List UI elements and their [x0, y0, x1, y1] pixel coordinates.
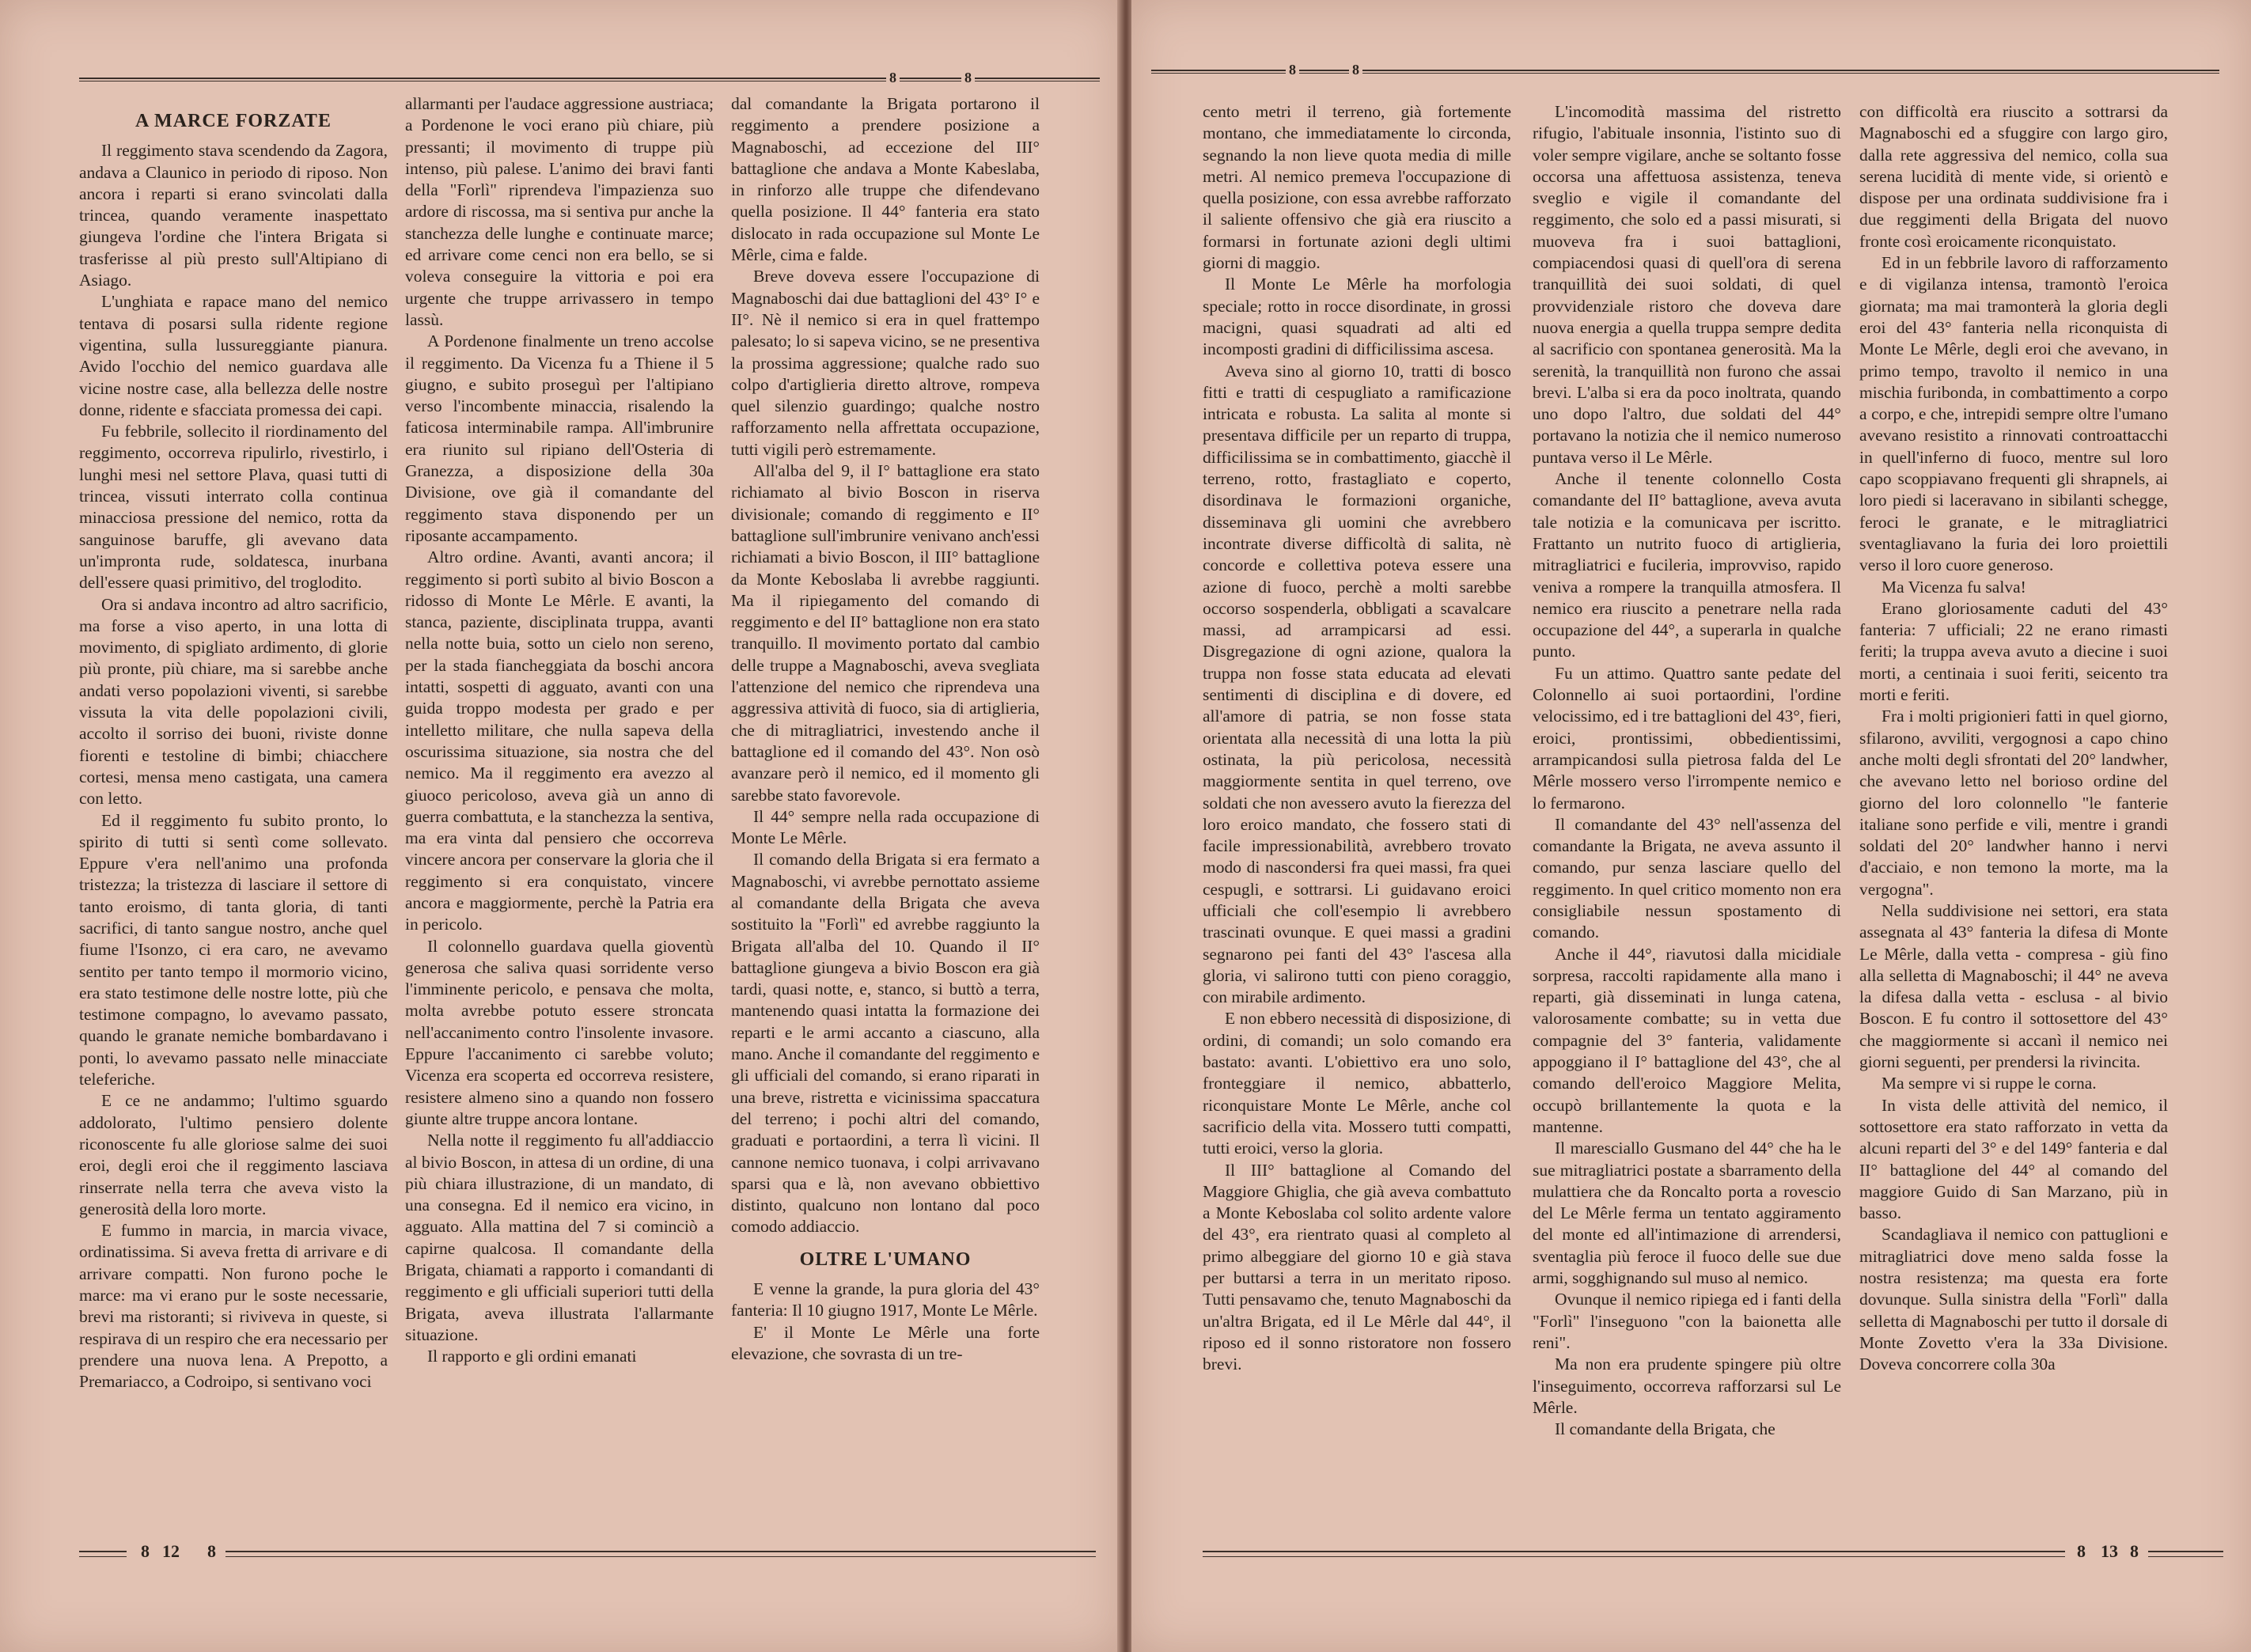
paragraph: Il colonnello guardava quella gioventù generosa che saliva quasi sorridente verso l'imminente pericolo, e pensava che molta, molta avrebbe potuto essere stroncata nell'accanimento contro l'insolente invasore. Eppure l'accanimento ci sarebbe voluto; Vicenza era scoperta ed occorreva resistere, resistere almeno sino a quando non fossero giunte altre truppe ancora lontane.	[405, 936, 714, 1128]
paragraph: Il Monte Le Mêrle ha morfologia speciale; rotto in rocce disordinate, in grossi macigni, quasi squadrati ad alti ed incomposti gradini di difficilissima ascesa.	[1203, 275, 1511, 359]
header-ornament: 8	[961, 69, 975, 86]
paragraph: Il rapporto e gli ordini emanati	[427, 1347, 637, 1366]
paragraph: Il comandante della Brigata, che	[1555, 1419, 1775, 1439]
paragraph: E non ebbero necessità di disposizione, di ordini, di comandi; un solo comando era bastato: avanti. L'obiettivo era uno solo, fronteggiare il nemico, abbatterlo, riconquistare Monte Le Mêrle, anche col sacrificio della vita. Mossero tutti compatti, tutti eroici, verso la gloria.	[1203, 1009, 1511, 1158]
column-left-3	[731, 93, 1040, 1553]
paragraph: A Pordenone finalmente un treno accolse il reggimento. Da Vicenza fu a Thiene il 5 giugno, e subito proseguì per l'altipiano verso l'incombente minaccia, risalendo la faticosa interminabile rampa. All'imbrunire era riunito sul ripiano dell'Osteria di Granezza, a disposizione della 30a Divisione, ove già il comandante del reggimento stava disponendo per un riposante accampamento.	[405, 332, 714, 545]
paragraph: Il reggimento stava scendendo da Zagora, andava a Claunico in periodo di riposo. Non ancora i reparti si erano svincolati dalla trincea, quando veramente inaspettato giungeva l'ordine che l'intera Brigata si trasferisse al più presto sull'Altipiano di Asiago.	[79, 141, 388, 290]
paragraph: Anche il tenente colonnello Costa comandante del II° battaglione, aveva avuta tale notizia e la comunicava per iscritto. Frattanto un nutrito fuoco di artiglieria, mitragliatrici e fucileria, improvviso, rapido veniva a rompere la tranquilla atmosfera. Il nemico era riuscito a penetrare nella rada occupazione del 44°, a superarla in qualche punto.	[1533, 469, 1841, 661]
footer-rule	[2148, 1551, 2223, 1557]
column-right-1	[1203, 101, 1511, 1561]
section-heading: A MARCE FORZATE	[135, 111, 332, 131]
section-heading: OLTRE L'UMANO	[799, 1248, 972, 1270]
page-ornament: 8	[2077, 1541, 2086, 1561]
paragraph: Erano gloriosamente caduti del 43° fanteria: 7 ufficiali; 22 ne erano rimasti feriti; la truppa aveva avuto a diecine i suoi morti, a centinaia i suoi feriti, seicento tra morti e feriti.	[1859, 598, 2168, 705]
paragraph: Scandagliava il nemico con pattuglioni e mitragliatrici dove meno salda fosse la nostra resistenza; ma questa era forte dovunque. Sulla sinistra della "Forlì" dalla selletta di Magnaboschi per tutto il dorsale di Monte Zovetto v'era la 33a Divisione. Doveva concorrere colla 30a	[1859, 1225, 2168, 1374]
column-left-1	[79, 93, 388, 1553]
paragraph: Ed in un febbrile lavoro di rafforzamento e di vigilanza intensa, tramontò l'eroica giornata; ma mai tramonterà la gloria degli eroi del 43° fanteria nella riconquista di Monte Le Mêrle, degli eroi che avevano, in primo tempo, travolto il nemico in una mischia furibonda, in combattimento a corpo a corpo, e che, intrepidi sempre oltre l'umano avevano resistito a rinnovati controattacchi in quell'inferno di fuoco, mentre sul loro capo scoppiavano frequenti gli shrapnels, ai loro piedi si laceravano in sibilanti schegge, feroci le granate, e le mitragliatrici sventagliavano la furia dei loro proiettili verso il loro cuore generoso.	[1859, 253, 2168, 575]
page-ornament: 8	[141, 1541, 150, 1561]
paragraph: allarmanti per l'audace aggressione austriaca; a Pordenone le voci erano più chiare, più pressanti; il movimento di truppe più intenso, più palese. L'animo dei bravi fanti della "Forlì" riprendeva l'impazienza suo ardore di riscossa, ma si sentiva pur anche la stanchezza delle lunghe e continuate marce; ed arrivare come cenci non era bello, se si voleva conseguire la vittoria e poi era urgente che truppe arrivassero in tempo lassù.	[405, 94, 714, 329]
footer-rule	[225, 1551, 1096, 1557]
left-page	[0, 0, 1120, 1652]
paragraph: Nella notte il reggimento fu all'addiaccio al bivio Boscon, in attesa di un ordine, di una più chiara illustrazione, di un mandato, di una consegna. Ed il nemico era vicino, in agguato. Alla mattina del 7 si cominciò a capirne qualcosa. Il comandante della Brigata, chiamati a rapporto i comandanti di reggimento e gli ufficiali superiori tutti della Brigata, aveva illustrata l'allarmante situazione.	[405, 1131, 714, 1344]
column-right-3	[1859, 101, 2168, 1561]
header-ornament: 8	[1286, 61, 1299, 78]
paragraph: Breve doveva essere l'occupazione di Magnaboschi dai due battaglioni del 43° I° e II°. Nè il nemico si era in quel frattempo palesato; lo si sapeva vicino, se ne presentiva la prossima aggressione; qualche rado suo colpo d'artiglieria diretto altrove, rompeva quel silenzio guardingo; qualche nostro rafforzamento nella affrettata occupazione, tutti vigili però estremamente.	[731, 267, 1040, 459]
paragraph: Fra i molti prigionieri fatti in quel giorno, sfilarono, avviliti, vergognosi a capo chino anche molti degli sfrontati del 20° landwher, che avevano letto nel borioso ordine del giorno del loro colonnello "le fanterie italiane sono perfide e vili, mentre i grandi soldati del 20° landwher hanno i nervi d'acciaio, e non temono la morte, ma la vergogna".	[1859, 707, 2168, 899]
page-number: 13	[2101, 1541, 2118, 1561]
paragraph: Fu un attimo. Quattro sante pedate del Colonnello ai suoi portaordini, l'ordine velocissimo, ed i tre battaglioni del 43°, fieri, eroici, prontissimi, obbedientissimi, arrampicandosi sulla pietrosa falda del Le Mêrle mossero verso l'irrompente nemico e lo fermarono.	[1533, 663, 1841, 813]
footer-rule	[1203, 1551, 2065, 1557]
header-ornament: 8	[886, 69, 900, 86]
paragraph: Ma non era prudente spingere più oltre l'inseguimento, occorreva rafforzarsi sul Le Mêrle.	[1533, 1355, 1841, 1417]
paragraph: Aveva sino al giorno 10, tratti di bosco fitti e tratti di cespugliato a ramificazione intricata e robusta. La salita al monte si presentava difficile per un reparto di truppa, difficilissima se in combattimento, giacchè il terreno, rotto, frastagliato e coperto, disordinava le formazioni organiche, disseminava gli uomini che avrebbero incontrate diverse difficoltà di salita, nè concorde e collettiva poteva essere una azione di fuoco, perchè a molti sarebbe occorso sospenderla, obbligati a scavalcare massi, ad arrampicarsi ad essi. Disgregazione di ogni azione, qualora la truppa non fosse stata educata ad elevati sentimenti di disciplina e di dovere, ed all'amore di patria, se non fosse stata orientata alla necessità di una lotta la più ostinata, la più pericolosa, necessità maggiormente sentita in quel terreno, ove soldati che non avessero avuto la fierezza del loro eroico mandato, che fossero stati di facile impressionabilità, avrebbero trovato modo di nascondersi fra quei massi, fra quei cespugli, e sottrarsi. Li guidavano eroici ufficiali che coll'esempio li avrebbero trascinati ovunque. E quei massi a gradini segnarono pei fanti del 43° l'ascesa alla gloria, vi salirono tutti con pieno coraggio, con mirabile ardimento.	[1203, 361, 1511, 1007]
paragraph: L'incomodità massima del ristretto rifugio, l'abituale insonnia, l'istinto suo di voler sempre vigilare, anche se soltanto fosse occorsa una affettuosa assistenza, teneva sveglio e vigile il comandante del reggimento, che solo ed a passi misurati, si muoveva fra i suoi battaglioni, compiacendosi quasi di quell'ora di serena tranquillità dei suoi soldati, di quel provvidenziale ristoro che doveva dare nuova energia a quella truppa sempre dedita al sacrificio con spontanea generosità. Ma la serenità, la tranquillità non furono che assai brevi. L'alba si era da poco inoltrata, quando uno dopo l'altro, due soldati del 44° portavano la notizia che il nemico numeroso puntava verso il Le Mêrle.	[1533, 102, 1841, 467]
header-rule-right	[1151, 62, 2219, 78]
paragraph: E' il Monte Le Mêrle una forte elevazione, che sovrasta di un tre-	[731, 1322, 1040, 1363]
header-rule-left	[79, 70, 1100, 85]
paragraph: cento metri il terreno, già fortemente montano, che immediatamente lo circonda, segnando la non lieve quota media di mille metri. Al nemico premeva l'occupazione di quella posizione, con essa avrebbe rafforzato il saliente offensivo che già era riuscito a formarsi in fortunate azioni degli ultimi giorni di maggio.	[1203, 102, 1511, 273]
paragraph: Il maresciallo Gusmano del 44° che ha le sue mitragliatrici postate a sbarramento della mulattiera che da Roncalto porta a rovescio del Le Mêrle ferma un tentato aggiramento del monte ed all'intimazione di arrendersi, sventaglia più feroce il fuoco delle sue due armi, sogghignando sul muso al nemico.	[1533, 1139, 1841, 1288]
paragraph: Il 44° sempre nella rada occupazione di Monte Le Mêrle.	[731, 806, 1040, 848]
page-number: 12	[162, 1541, 180, 1561]
paragraph: L'unghiata e rapace mano del nemico tentava di posarsi sulla ridente regione vigentina, sulla lussureggiante pianura. Avido l'occhio del nemico guardava alle vicine nostre case, alla bellezza delle nostre donne, ridente e sfacciata promessa dei capi.	[79, 292, 388, 419]
paragraph: Il comandante del 43° nell'assenza del comandante la Brigata, ne aveva assunto il comando, pur senza lasciare quello del reggimento. In quel critico momento non era consigliabile nessun spostamento di comando.	[1533, 814, 1841, 942]
page-ornament: 8	[207, 1541, 216, 1561]
paragraph: E fummo in marcia, in marcia vivace, ordinatissima. Si aveva fretta di arrivare e di arrivare compatti. Non furono poche le marce: ma vi erano pur le soste necessarie, brevi ma ristoranti; si riviveva in queste, si respirava di un respiro che era necessario per prendere una nuova lena. A Prepotto, a Premariacco, a Codroipo, si sentivano voci	[79, 1221, 388, 1392]
paragraph: E ce ne andammo; l'ultimo sguardo addolorato, l'ultimo pensiero dolente riconoscente fu alle gloriose salme dei suoi eroi, degli eroi che il reggimento lasciava rinserrate nella terra che aveva visto la generosità della loro morte.	[79, 1091, 388, 1218]
paragraph: All'alba del 9, il I° battaglione era stato richiamato al bivio Boscon in riserva divisionale; comando di reggimento e II° battaglione sull'imbrunire venivano anch'essi richiamati a bivio Boscon, il III° battaglione da Monte Keboslaba li avrebbe raggiunti. Ma il ripiegamento del comando di reggimento e del II° battaglione non era stato tranquillo. Il movimento portato dal cambio delle truppe a Magnaboschi, aveva svegliata l'attenzione del nemico che riprendeva una aggressiva attività di fuoco, sia di artiglieria, che di mitragliatrici, investendo anche il battaglione ed il comando del 43°. Non osò avanzare però il nemico, ed il momento gli sarebbe stato favorevole.	[731, 461, 1040, 805]
header-ornament: 8	[1349, 61, 1362, 78]
paragraph: Ed il reggimento fu subito pronto, lo spirito di tutti si sentì come sollevato. Eppure v'era nell'animo una profonda tristezza; la tristezza di lasciare il settore di tanto eroismo, di tanta gloria, di tanti sacrifici, di tanto sangue nostro, anche quel fiume l'Isonzo, ci era caro, ne avevamo sentito per tanto tempo il mormorio vicino, era stato testimone delle nostre lotte, più che testimone compagno, lo avevamo passato, quando le granate nemiche bombardavano i ponti, lo avevamo passato nelle minacciate teleferiche.	[79, 810, 388, 1089]
column-left-2	[405, 93, 714, 1553]
paragraph: dal comandante la Brigata portarono il reggimento a prendere posizione a Magnaboschi, ad eccezione del III° battaglione che andava a Monte Kabeslaba, in rinforzo alle truppe che difendevano quella posizione. Il 44° fanteria era stato dislocato in rada occupazione sul Monte Le Mêrle, cima e falde.	[731, 94, 1040, 265]
page-ornament: 8	[2130, 1541, 2139, 1561]
paragraph: Fu febbrile, sollecito il riordinamento del reggimento, occorreva ripulirlo, rivestirlo, i lunghi mesi nel settore Plava, quasi tutti di trincea, vissuti interrato colla continua minacciosa pressione del nemico, rotta da sanguinose baruffe, gli avevano data un'impronta rude, soldatesca, inurbana dell'essere quasi primitivo, del troglodito.	[79, 422, 388, 593]
footer-rule	[79, 1551, 127, 1557]
paragraph: Nella suddivisione nei settori, era stata assegnata al 43° fanteria la difesa di Monte Le Mêrle, dalla vetta - compresa - giù fino alla selletta di Magnaboschi; il 44° ne aveva la difesa dalla vetta - esclusa - al bivio Boscon. E fu contro il sottosettore del 43° che maggiormente si accanì il nemico nei giorni seguenti, per prendersi la rivincita.	[1859, 900, 2168, 1072]
paragraph: con difficoltà era riuscito a sottrarsi da Magnaboschi ed a sfuggire con largo giro, dalla rete aggressiva del nemico, colla sua serena lucidità di mente vide, si orientò e dispose per una ordinata suddivisione fra i due reggimenti della Brigata del nuovo fronte così eroicamente riconquistato.	[1859, 102, 2168, 251]
paragraph: Anche il 44°, riavutosi dalla micidiale sorpresa, raccolti rapidamente alla mano i reparti, già disseminati in lunga catena, valorosamente combatte; su in vetta due compagnie del 3° fanteria, validamente appoggiano il I° battaglione del 43°, che al comando dell'eroico Maggiore Melita, occupò brillantemente la quota e la mantenne.	[1533, 944, 1841, 1136]
paragraph: In vista delle attività del nemico, il sottosettore era stato rafforzato in vetta da alcuni reparti del 3° e del 149° fanteria e dal II° battaglione del 44° al comando del maggiore Guido di San Marzano, più in basso.	[1859, 1095, 2168, 1223]
paragraph: Ma sempre vi si ruppe le corna.	[1882, 1074, 2097, 1093]
paragraph: Ora si andava incontro ad altro sacrificio, ma forse a viso aperto, in una lotta di movimento, di spigliato ardimento, di glorie più pronte, più chiare, ma si sarebbe anche andati verso popolazioni viventi, si sarebbe vissuta la vita delle popolazioni civili, accolto il sorriso dei buoni, riviste donne fiorenti e testoline di bimbi; chiacchere cortesi, mensa meno castigata, una camera con letto.	[79, 594, 388, 809]
paragraph: E venne la grande, la pura gloria del 43° fanteria: Il 10 giugno 1917, Monte Le Mêrle.	[731, 1279, 1040, 1320]
paragraph: Il III° battaglione al Comando del Maggiore Ghiglia, che già aveva combattuto a Monte Keboslaba col solito ardente valore del 43°, era rientrato quasi al completo al primo albeggiare del giorno 10 e già stava per buttarsi a terra in un meritato riposo. Tutti pensavamo che, tenuto Magnaboschi da un'altra Brigata, ed il Le Mêrle dal 44°, il riposo ed il sonno ristoratore non fossero brevi.	[1203, 1160, 1511, 1374]
column-right-2	[1533, 101, 1841, 1561]
paragraph: Ovunque il nemico ripiega ed i fanti della "Forlì" l'inseguono "con la baionetta alle reni".	[1533, 1290, 1841, 1352]
paragraph: Ma Vicenza fu salva!	[1882, 577, 2026, 597]
paragraph: Il comando della Brigata si era fermato a Magnaboschi, vi avrebbe pernottato assieme al comandante della Brigata che aveva sostituito la "Forlì" ed avrebbe raggiunto la Brigata all'alba del 10. Quando il II° battaglione giungeva a bivio Boscon era già tardi, quasi notte, e, stanco, si buttò a terra, mantenendo quasi intatta la formazione dei reparti e le armi accanto a ciascuno, alla mano. Anche il comandante del reggimento e gli ufficiali del comando, si erano riparati in una breve, ristretta e vicinissima spaccatura del terreno; i pochi altri del comando, graduati e portaordini, a terra lì vicini. Il cannone nemico tuonava, i colpi arrivavano sparsi qua e là, non avevano obbiettivo distinto, qualcuno non lontano dal poco comodo addiaccio.	[731, 850, 1040, 1237]
right-page	[1131, 0, 2251, 1652]
paragraph: Altro ordine. Avanti, avanti ancora; il reggimento si portì subito al bivio Boscon a ridosso di Monte Le Mêrle. E avanti, la stanca, paziente, disciplinata truppa, avanti nella notte buia, sotto un cielo non sereno, per la stada fiancheggiata da boschi ancora intatti, sospetti di agguato, avanti con una guida troppo modesta per grado e per intelletto militare, che nulla sapeva della oscurissima situazione, sia nostra che del nemico. Ma il reggimento era avezzo al giuoco pericoloso, aveva già un anno di guerra combattuta, e la stanchezza la sentiva, ma era vinta dal pensiero che occorreva vincere ancora per conservare la gloria che il reggimento si era conquistato, vincere ancora e maggiormente, perchè la Patria era in pericolo.	[405, 548, 714, 934]
